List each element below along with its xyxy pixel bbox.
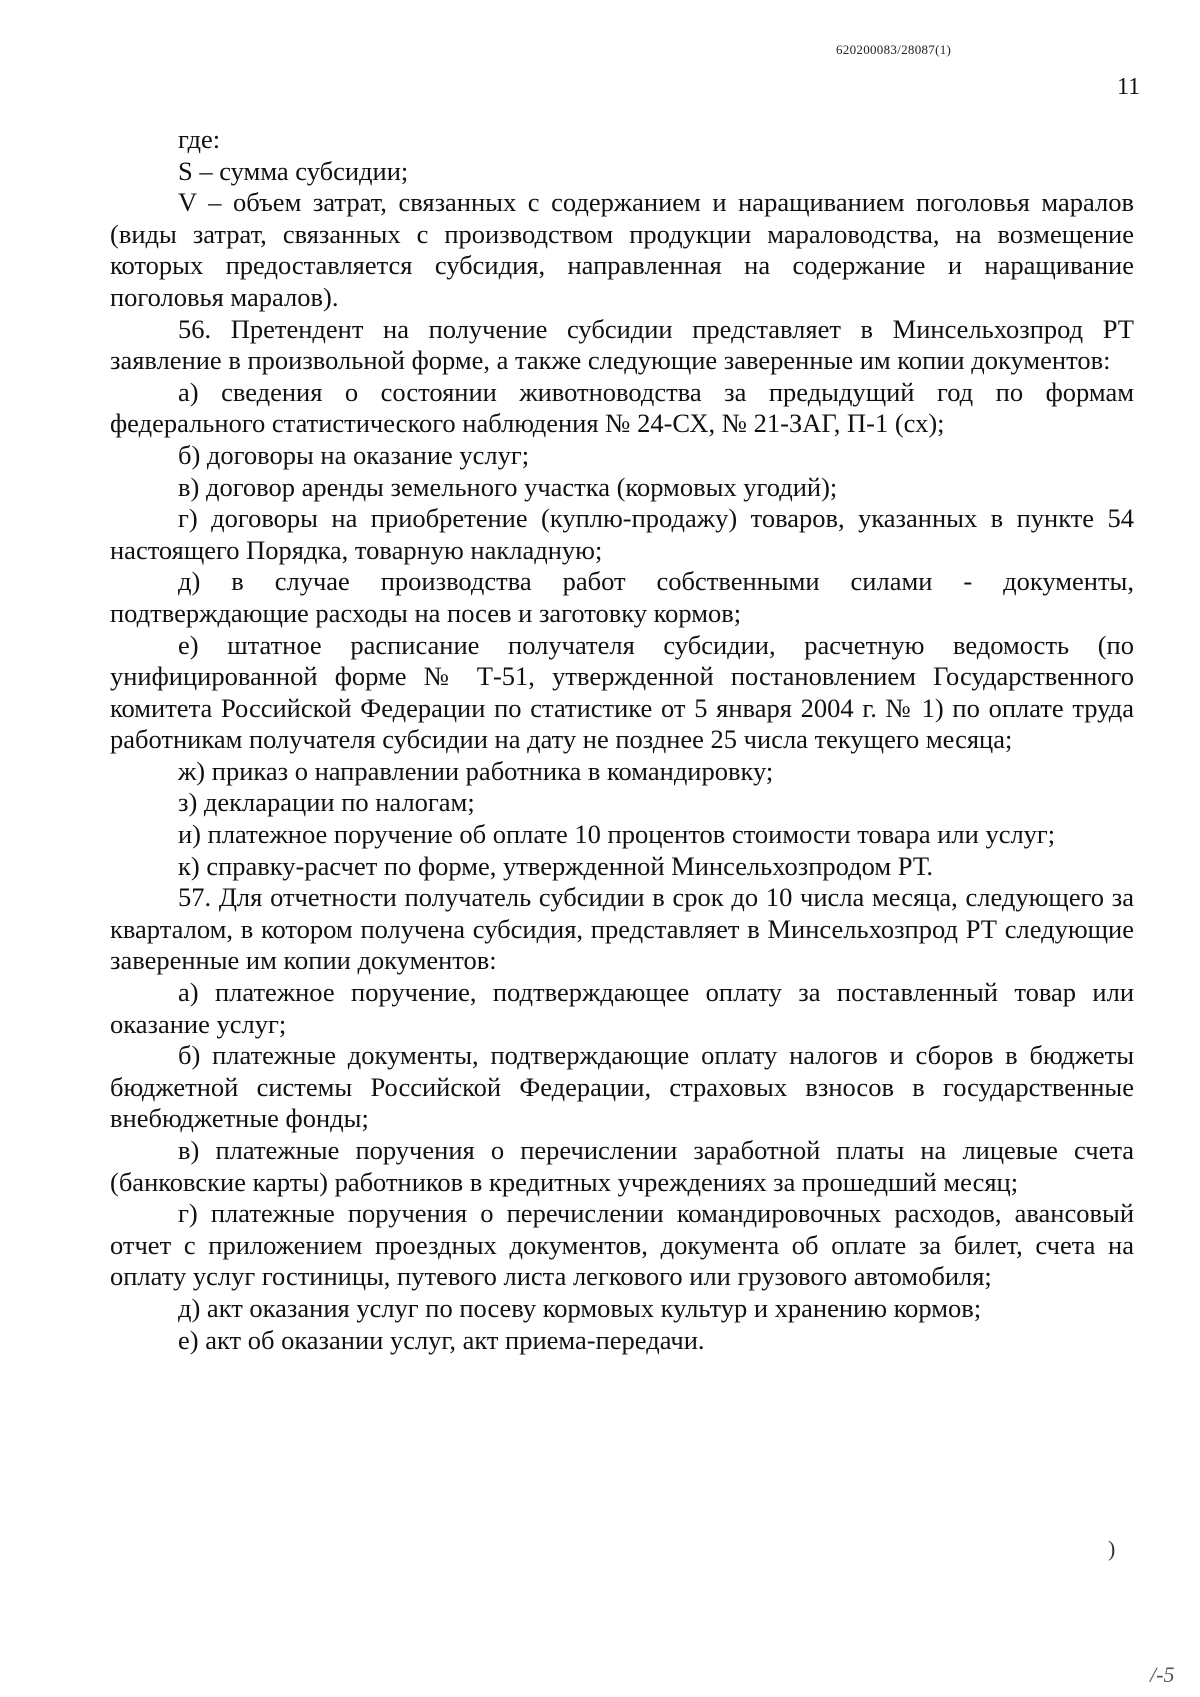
list-item: г) платежные поручения о перечислении командировочных расходов, авансовый отчет с приложением проездных документов, документа об оплате за билет, счета на оплату услуг гостиницы, путевого листа легкового или грузового автомобиля; [110,1198,1134,1292]
paragraph: где: [178,124,221,154]
document-id: 620200083/28087(1) [836,42,952,57]
margin-mark: ) [1108,1536,1116,1561]
list-item: б) договоры на оказание услуг; [178,439,530,470]
list-item: ж) приказ о направлении работника в командировку; [178,755,774,786]
list-item: к) справку-расчет по форме, утвержденной Минсельхозпродом РТ. [178,850,933,881]
paragraph: V – объем затрат, связанных с содержанием и наращиванием поголовья маралов (виды затрат, связанных с производством продукции мараловодства, на возмещение которых предоставляется субсидия, направленная на содержание и наращивание поголовья маралов). [110,187,1134,312]
list-item: е) штатное расписание получателя субсидии, расчетную ведомость (по унифицированной форме № Т-51, утвержденной постановлением Государственного комитета Российской Федерации по статистике от 5 января 2004 г. № 1) по оплате труда работникам получателя субсидии на дату не позднее 25 числа текущего месяца; [110,629,1134,755]
list-item: е) акт об оказании услуг, акт приема-передачи. [178,1324,705,1355]
page-number: 11 [1117,74,1141,100]
paragraph: 56. Претендент на получение субсидии представляет в Минсельхозпрод РТ заявление в произвольной форме, а также следующие заверенные им копии документов: [110,313,1134,376]
list-item: д) в случае производства работ собственными силами - документы, подтверждающие расходы на посев и заготовку кормов; [110,566,1134,628]
list-item: а) платежное поручение, подтверждающее оплату за поставленный товар или оказание услуг; [110,977,1134,1039]
handwritten-mark: /-5 [1150,1662,1175,1687]
list-item: з) декларации по налогам; [178,787,475,818]
list-item: в) платежные поручения о перечислении заработной платы на лицевые счета (банковские карты) работников в кредитных учреждениях за прошедший месяц; [110,1135,1134,1197]
list-item: и) платежное поручение об оплате 10 процентов стоимости товара или услуг; [178,819,1056,850]
list-item: б) платежные документы, подтверждающие оплату налогов и сборов в бюджеты бюджетной системы Российской Федерации, страховых взносов в государственные внебюджетные фонды; [110,1040,1134,1134]
paragraph: 57. Для отчетности получатель субсидии в срок до 10 числа месяца, следующего за кварталом, в котором получена субсидия, представляет в Минсельхозпрод РТ следующие заверенные им копии документов: [110,882,1134,976]
list-item: в) договор аренды земельного участка (кормовых угодий); [178,471,838,502]
list-item: г) договоры на приобретение (куплю-продажу) товаров, указанных в пункте 54 настоящего Порядка, товарную накладную; [110,503,1134,565]
list-item: д) акт оказания услуг по посеву кормовых культур и хранению кормов; [178,1292,982,1323]
list-item: а) сведения о состоянии животноводства за предыдущий год по формам федерального статистического наблюдения № 24-СХ, № 21-ЗАГ, П-1 (сх); [110,376,1134,439]
document-body [110,124,1134,1356]
paragraph: S – сумма субсидии; [178,155,409,186]
